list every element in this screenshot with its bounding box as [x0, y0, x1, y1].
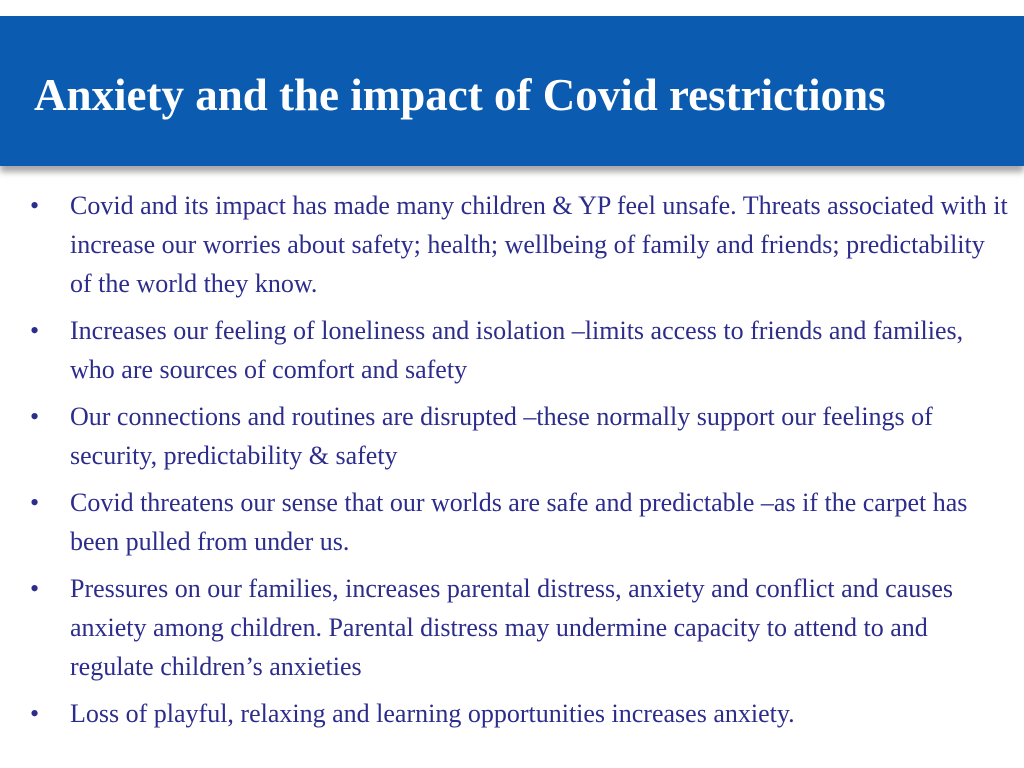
bullet-list — [28, 186, 1008, 733]
bullet-dot-icon: • — [30, 488, 40, 517]
bullet-text: Pressures on our families, increases parental distress, anxiety and conflict and causes anxiety among children. Parental distress may undermine capacity to attend to and regulate children’s anxieties — [70, 574, 953, 681]
bullet-text: Loss of playful, relaxing and learning opportunities increases anxiety. — [70, 699, 795, 728]
bullet-dot-icon: • — [30, 574, 40, 603]
bullet-item — [28, 694, 1008, 733]
bullet-text: Covid and its impact has made many children & YP feel unsafe. Threats associated with it increase our worries about safety; health; wellbeing of family and friends; predictability of the world they know. — [70, 191, 1008, 298]
slide-title: Anxiety and the impact of Covid restrictions — [34, 70, 886, 120]
bullet-dot-icon: • — [30, 316, 40, 345]
bullet-dot-icon: • — [30, 699, 40, 728]
bullet-item — [28, 397, 1008, 475]
bullet-item — [28, 483, 1008, 561]
bullet-text: Our connections and routines are disrupted –these normally support our feelings of security, predictability & safety — [70, 402, 933, 470]
bullet-text: Covid threatens our sense that our worlds are safe and predictable –as if the carpet has been pulled from under us. — [70, 488, 968, 556]
bullet-dot-icon: • — [30, 191, 40, 220]
bullet-dot-icon: • — [30, 402, 40, 431]
bullet-text: Increases our feeling of loneliness and isolation –limits access to friends and families, who are sources of comfort and safety — [70, 316, 964, 384]
bullet-item — [28, 311, 1008, 389]
bullet-item — [28, 186, 1008, 303]
bullet-item — [28, 569, 1008, 686]
